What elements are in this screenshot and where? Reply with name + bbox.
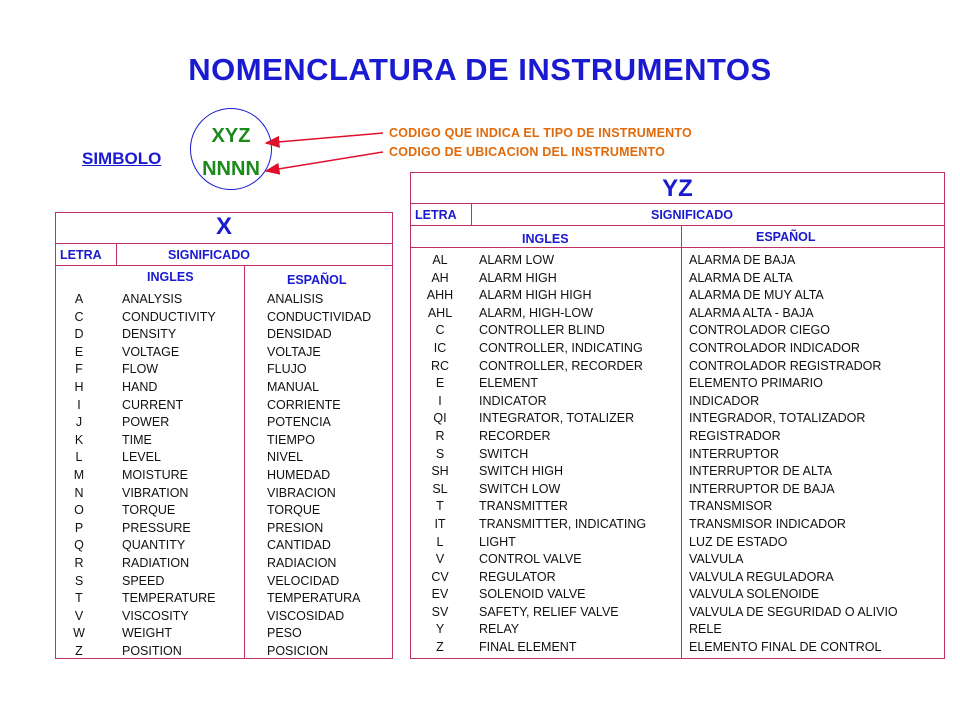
x-letter-cell: C bbox=[74, 309, 84, 324]
x-english-column bbox=[122, 291, 216, 660]
x-table-heading: X bbox=[215, 213, 232, 240]
x-letter-cell: N bbox=[74, 485, 84, 500]
yz-english-cell: SWITCH HIGH bbox=[479, 464, 564, 479]
yz-letter-cell: Z bbox=[436, 640, 444, 655]
yz-letter-cell: V bbox=[435, 552, 445, 567]
x-letter-cell: M bbox=[73, 467, 85, 482]
x-spanish-cell: ANALISIS bbox=[267, 292, 324, 306]
yz-spanish-cell: TRANSMISOR bbox=[689, 499, 773, 514]
yz-table-heading: YZ bbox=[662, 175, 693, 202]
yz-letter-cell: EV bbox=[431, 587, 449, 602]
x-english-cell: TORQUE bbox=[122, 503, 176, 518]
x-letter-cell: E bbox=[74, 344, 84, 359]
x-spanish-cell: CANTIDAD bbox=[267, 538, 331, 553]
yz-letter-cell: I bbox=[438, 393, 442, 408]
x-spanish-cell: TIEMPO bbox=[267, 432, 315, 447]
yz-letter-cell: IC bbox=[433, 340, 447, 355]
x-letter-cell: W bbox=[73, 626, 85, 641]
yz-letter-cell: R bbox=[435, 428, 445, 443]
x-english-cell: TIME bbox=[122, 432, 152, 447]
yz-english-cell: SWITCH bbox=[479, 446, 529, 461]
x-english-cell: HAND bbox=[122, 379, 158, 394]
yz-spanish-cell: ALARMA DE BAJA bbox=[689, 253, 796, 267]
x-english-cell: DENSITY bbox=[122, 327, 177, 342]
yz-letter-cell: IT bbox=[434, 516, 446, 531]
yz-letter-cell: E bbox=[435, 376, 445, 391]
yz-letter-cell: AH bbox=[431, 270, 449, 285]
x-letter-cell: I bbox=[77, 397, 81, 412]
yz-spanish-cell: CONTROLADOR INDICADOR bbox=[689, 340, 860, 355]
x-english-cell: FLOW bbox=[122, 362, 159, 377]
yz-english-cell: INDICATOR bbox=[479, 393, 547, 408]
x-spanish-cell: VISCOSIDAD bbox=[267, 608, 345, 623]
yz-english-cell: LIGHT bbox=[479, 534, 516, 549]
yz-english-cell: ALARM, HIGH-LOW bbox=[479, 305, 593, 320]
yz-table bbox=[410, 172, 945, 659]
yz-spanish-cell: VALVULA SOLENOIDE bbox=[689, 587, 820, 602]
x-english-cell: POWER bbox=[122, 415, 170, 430]
x-letter-cell: V bbox=[74, 608, 84, 623]
x-english-cell: TEMPERATURE bbox=[122, 591, 216, 606]
x-spanish-cell: MANUAL bbox=[267, 379, 320, 394]
type-code-note: CODIGO QUE INDICA EL TIPO DE INSTRUMENTO bbox=[389, 126, 692, 140]
yz-english-cell: CONTROLLER BLIND bbox=[479, 323, 605, 338]
x-letter-cell: Q bbox=[74, 538, 84, 553]
page-title: NOMENCLATURA DE INSTRUMENTOS bbox=[188, 52, 772, 87]
x-english-cell: SPEED bbox=[122, 573, 165, 588]
yz-letter-cell: CV bbox=[431, 569, 449, 584]
x-letter-cell: O bbox=[74, 503, 84, 518]
x-spanish-cell: VIBRACION bbox=[267, 485, 336, 500]
yz-spanish-cell: ELEMENTO FINAL DE CONTROL bbox=[689, 640, 882, 655]
x-spanish-cell: TORQUE bbox=[267, 503, 321, 518]
yz-english-cell: REGULATOR bbox=[479, 569, 556, 584]
yz-english-header: INGLES bbox=[522, 232, 569, 246]
yz-english-cell: INTEGRATOR, TOTALIZER bbox=[479, 411, 635, 426]
yz-spanish-cell: INDICADOR bbox=[689, 393, 760, 408]
yz-letter-cell: C bbox=[435, 323, 445, 338]
yz-english-cell: TRANSMITTER bbox=[479, 499, 568, 514]
x-english-cell: RADIATION bbox=[122, 555, 190, 570]
symbol-label: SIMBOLO bbox=[82, 149, 162, 168]
x-spanish-cell: CONDUCTIVIDAD bbox=[267, 309, 372, 324]
yz-letter-cell: RC bbox=[430, 358, 450, 373]
yz-letter-cell: AHH bbox=[426, 288, 454, 303]
x-letter-column bbox=[72, 291, 86, 660]
x-english-cell: WEIGHT bbox=[122, 626, 172, 641]
yz-meaning-header: SIGNIFICADO bbox=[651, 208, 733, 222]
x-table bbox=[55, 212, 393, 659]
yz-spanish-cell: INTERRUPTOR DE ALTA bbox=[689, 464, 833, 479]
x-english-cell: CONDUCTIVITY bbox=[122, 309, 216, 324]
x-spanish-cell: POTENCIA bbox=[267, 415, 331, 430]
x-english-header: INGLES bbox=[147, 270, 194, 284]
yz-english-cell: SAFETY, RELIEF VALVE bbox=[479, 604, 619, 619]
yz-letter-cell: AHL bbox=[427, 305, 453, 320]
yz-spanish-cell: TRANSMISOR INDICADOR bbox=[689, 516, 846, 531]
yz-spanish-cell: ALARMA DE ALTA bbox=[689, 270, 793, 285]
x-english-cell: MOISTURE bbox=[122, 467, 188, 482]
x-spanish-cell: RADIACION bbox=[267, 555, 337, 570]
x-spanish-header: ESPAÑOL bbox=[287, 273, 347, 287]
x-letter-cell: D bbox=[74, 327, 84, 342]
yz-letter-cell: SL bbox=[432, 481, 448, 496]
yz-english-cell: ALARM HIGH HIGH bbox=[479, 288, 592, 303]
x-letter-cell: L bbox=[75, 450, 83, 465]
x-spanish-cell: PRESION bbox=[267, 520, 324, 535]
x-spanish-cell: TEMPERATURA bbox=[267, 591, 361, 606]
x-letter-cell: P bbox=[74, 520, 84, 535]
yz-spanish-cell: LUZ DE ESTADO bbox=[689, 534, 788, 549]
location-code-arrow bbox=[266, 152, 383, 171]
yz-english-cell: TRANSMITTER, INDICATING bbox=[479, 516, 647, 531]
x-spanish-column bbox=[267, 291, 371, 660]
x-spanish-cell: NIVEL bbox=[267, 450, 304, 465]
yz-spanish-cell: ALARMA DE MUY ALTA bbox=[689, 288, 824, 303]
type-code-arrow bbox=[266, 133, 383, 143]
x-letter-cell: J bbox=[75, 415, 83, 430]
x-letter-cell: S bbox=[74, 573, 84, 588]
yz-letter-cell: AL bbox=[432, 253, 448, 267]
yz-letter-cell: SH bbox=[431, 464, 449, 479]
yz-english-cell: RELAY bbox=[479, 622, 520, 637]
yz-spanish-cell: INTEGRADOR, TOTALIZADOR bbox=[689, 411, 866, 426]
x-letter-cell: H bbox=[74, 379, 84, 394]
instrument-type-code: XYZ bbox=[211, 125, 251, 147]
yz-spanish-cell: ALARMA ALTA - BAJA bbox=[689, 305, 814, 320]
x-english-cell: VOLTAGE bbox=[122, 344, 180, 359]
x-letter-cell: Z bbox=[75, 643, 83, 658]
yz-letter-cell: S bbox=[435, 446, 445, 461]
x-english-cell: VISCOSITY bbox=[122, 608, 189, 623]
yz-spanish-cell: CONTROLADOR CIEGO bbox=[689, 323, 830, 338]
yz-spanish-header: ESPAÑOL bbox=[756, 230, 816, 244]
yz-spanish-cell: VALVULA DE SEGURIDAD O ALIVIO bbox=[689, 604, 898, 619]
yz-letter-cell: SV bbox=[431, 604, 449, 619]
x-spanish-cell: PESO bbox=[267, 626, 302, 641]
x-spanish-cell: VOLTAJE bbox=[267, 344, 321, 359]
yz-english-cell: ALARM LOW bbox=[479, 253, 555, 267]
yz-letter-cell: Y bbox=[435, 622, 445, 637]
x-english-cell: VIBRATION bbox=[122, 485, 189, 500]
x-letter-header: LETRA bbox=[60, 248, 102, 262]
yz-spanish-column bbox=[689, 252, 898, 657]
yz-english-cell: CONTROLLER, INDICATING bbox=[479, 340, 643, 355]
x-english-cell: PRESSURE bbox=[122, 520, 191, 535]
yz-letter-cell: QI bbox=[433, 411, 447, 426]
x-letter-cell: F bbox=[75, 362, 83, 377]
x-spanish-cell: CORRIENTE bbox=[267, 397, 341, 412]
yz-english-cell: CONTROL VALVE bbox=[479, 552, 582, 567]
yz-spanish-cell: VALVULA bbox=[689, 552, 744, 567]
yz-spanish-cell: CONTROLADOR REGISTRADOR bbox=[689, 358, 882, 373]
yz-spanish-cell: RELE bbox=[689, 622, 722, 637]
yz-letter-cell: L bbox=[436, 534, 444, 549]
location-code-note: CODIGO DE UBICACION DEL INSTRUMENTO bbox=[389, 145, 665, 159]
x-spanish-cell: VELOCIDAD bbox=[267, 573, 340, 588]
x-english-cell: POSITION bbox=[122, 643, 182, 658]
x-english-cell: QUANTITY bbox=[122, 538, 186, 553]
yz-spanish-cell: INTERRUPTOR DE BAJA bbox=[689, 481, 835, 496]
x-english-cell: ANALYSIS bbox=[122, 292, 183, 306]
yz-letter-column bbox=[417, 252, 463, 657]
x-english-cell: LEVEL bbox=[122, 450, 161, 465]
yz-english-column bbox=[479, 252, 646, 657]
yz-spanish-cell: REGISTRADOR bbox=[689, 428, 781, 443]
yz-letter-header: LETRA bbox=[415, 208, 457, 222]
x-spanish-cell: FLUJO bbox=[267, 362, 307, 377]
x-spanish-cell: POSICION bbox=[267, 643, 329, 658]
yz-spanish-cell: VALVULA REGULADORA bbox=[689, 569, 834, 584]
yz-english-cell: CONTROLLER, RECORDER bbox=[479, 358, 643, 373]
x-english-cell: CURRENT bbox=[122, 397, 184, 412]
x-letter-cell: A bbox=[74, 292, 84, 306]
x-letter-cell: R bbox=[74, 555, 84, 570]
x-spanish-cell: HUMEDAD bbox=[267, 467, 331, 482]
yz-spanish-cell: ELEMENTO PRIMARIO bbox=[689, 376, 823, 391]
yz-english-cell: SWITCH LOW bbox=[479, 481, 561, 496]
yz-english-cell: ALARM HIGH bbox=[479, 270, 557, 285]
x-letter-cell: K bbox=[74, 432, 84, 447]
yz-english-cell: FINAL ELEMENT bbox=[479, 640, 577, 655]
instrument-location-code: NNNN bbox=[202, 158, 260, 180]
yz-english-cell: RECORDER bbox=[479, 428, 551, 443]
yz-english-cell: ELEMENT bbox=[479, 376, 539, 391]
yz-spanish-cell: INTERRUPTOR bbox=[689, 446, 780, 461]
yz-english-cell: SOLENOID VALVE bbox=[479, 587, 586, 602]
x-meaning-header: SIGNIFICADO bbox=[168, 248, 250, 262]
yz-letter-cell: T bbox=[436, 499, 444, 514]
x-letter-cell: T bbox=[75, 591, 83, 606]
x-spanish-cell: DENSIDAD bbox=[267, 327, 332, 342]
